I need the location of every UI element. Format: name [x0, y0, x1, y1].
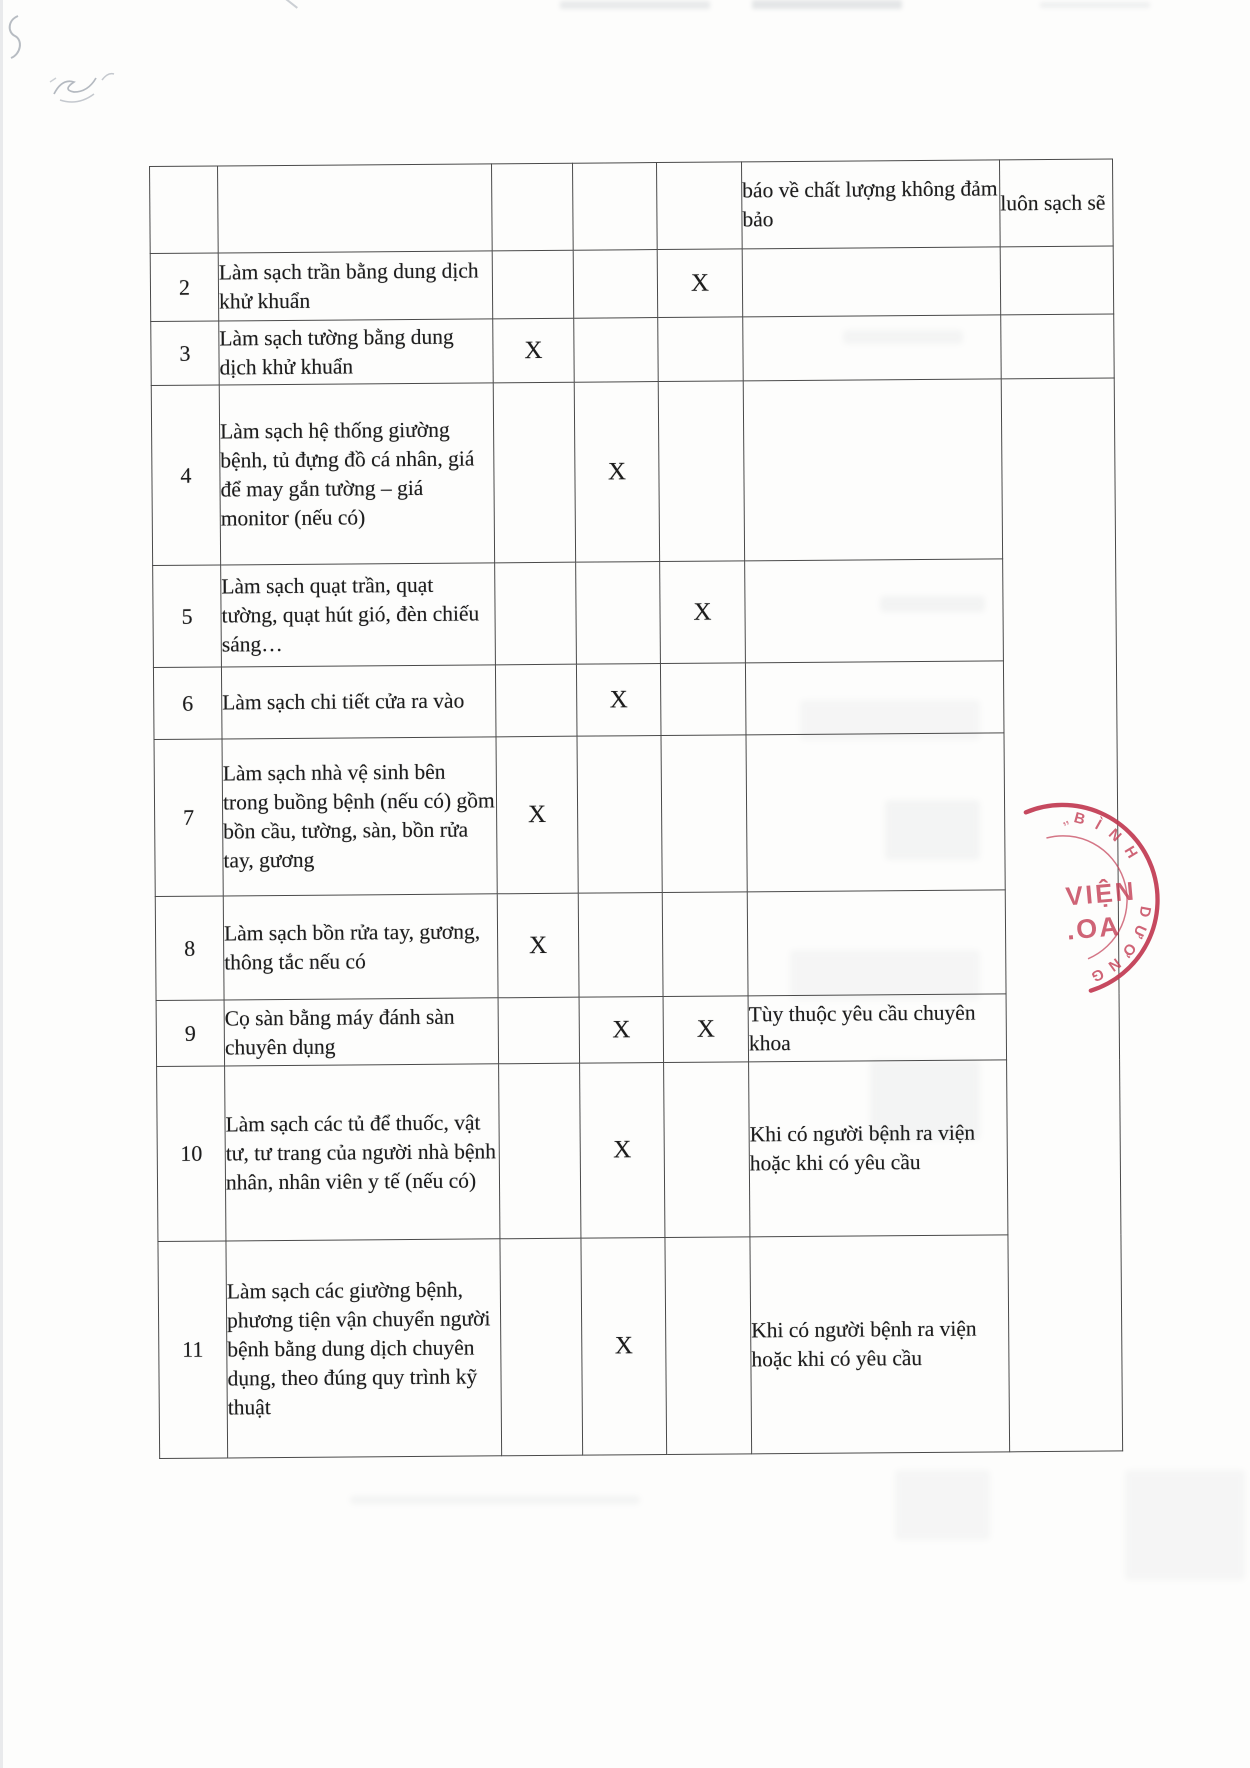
row-number-cell: [150, 166, 219, 254]
scan-artifact: [1040, 2, 1150, 8]
mark-cell-b: X: [581, 1238, 667, 1456]
mark-cell-b: X: [574, 382, 659, 563]
task-cell: Làm sạch trần bằng dung dịch khử khuẩn: [218, 251, 493, 321]
spare-column-cell: luôn sạch sẽ: [999, 159, 1113, 247]
mark-cell-c: [662, 892, 748, 997]
table-row: [157, 1059, 1121, 1242]
mark-cell-c: [665, 1237, 752, 1455]
mark-cell-b: [576, 562, 661, 665]
task-cell: Làm sạch chi tiết cửa ra vào: [221, 665, 496, 739]
row-number-cell: 10: [157, 1066, 226, 1242]
mark-cell-a: X: [496, 736, 578, 894]
mark-cell-c: [657, 162, 743, 250]
mark-cell-a: [492, 250, 574, 319]
row-number-cell: 7: [154, 739, 223, 897]
note-cell: [743, 379, 1002, 561]
row-number-cell: 3: [151, 321, 220, 386]
spare-column-cell: [1000, 246, 1114, 315]
table-row: [153, 558, 1117, 668]
row-number-cell: 4: [151, 385, 220, 566]
mark-cell-a: X: [493, 318, 575, 383]
stamp-text-line1: VIỆN: [1064, 875, 1138, 912]
task-cell: Làm sạch hệ thống giường bệnh, tủ đựng đồ cá nhân, giá để may gắn tường – giá monitor (nếu có): [219, 383, 494, 565]
row-number-cell: 6: [153, 667, 222, 740]
mark-cell-c: X: [660, 561, 746, 664]
table-row: [151, 378, 1115, 566]
mark-cell-b: X: [576, 664, 661, 737]
scan-artifact: [895, 1470, 990, 1540]
mark-cell-c: [661, 735, 747, 893]
stamp-arc-text-bottom: DƯƠNG: [1081, 904, 1155, 988]
mark-cell-a: [499, 1063, 581, 1239]
mark-cell-c: [664, 1062, 750, 1238]
mark-cell-a: [498, 997, 580, 1064]
mark-cell-b: [574, 318, 659, 383]
mark-cell-b: [573, 163, 658, 251]
scan-artifact: [284, 0, 298, 9]
scan-artifact: [560, 1, 710, 9]
row-number-cell: 8: [155, 896, 224, 1001]
note-cell: Tùy thuộc yêu cầu chuyên khoa: [748, 994, 1007, 1062]
mark-cell-a: [495, 562, 577, 665]
task-cell: Làm sạch các tủ để thuốc, vật tư, tư trang của người nhà bệnh nhân, nhân viên y tế (nếu có): [225, 1064, 500, 1241]
scan-artifact: [752, 0, 902, 9]
mark-cell-c: [658, 381, 744, 562]
row-number-cell: 11: [158, 1241, 228, 1459]
row-number-cell: 2: [150, 253, 219, 322]
task-cell: Làm sạch nhà vệ sinh bên trong buồng bệnh (nếu có) gồm bồn cầu, tường, sàn, bồn rửa tay, gương: [222, 737, 497, 896]
table-row: [150, 246, 1114, 322]
row-number-cell: 5: [153, 565, 222, 668]
mark-cell-a: [495, 664, 577, 737]
scan-artifact: [350, 1496, 640, 1504]
mark-cell-a: [492, 163, 574, 251]
spare-column-cell: [1001, 314, 1114, 379]
mark-cell-a: [500, 1238, 583, 1456]
task-cell: Làm sạch tường bằng dung dịch khử khuẩn: [219, 319, 493, 385]
mark-cell-c: X: [663, 996, 749, 1063]
mark-cell-b: [578, 893, 663, 998]
hospital-round-stamp: [922, 761, 1199, 1038]
note-cell: Khi có người bệnh ra viện hoặc khi có yêu cầu: [749, 1060, 1008, 1237]
task-cell: Làm sạch các giường bệnh, phương tiện vận chuyển người bệnh bằng dung dịch chuyên dụng, theo đúng quy trình kỹ thuật: [226, 1239, 502, 1458]
mark-cell-a: X: [497, 893, 579, 998]
mark-cell-c: X: [657, 249, 743, 318]
table-row: [158, 1234, 1123, 1459]
note-cell: [743, 315, 1001, 381]
table-row: [153, 660, 1117, 740]
mark-cell-b: [573, 250, 658, 319]
task-cell: Làm sạch quạt trần, quạt tường, quạt hút gió, đèn chiếu sáng…: [221, 563, 496, 667]
task-cell: Làm sạch bồn rửa tay, gương, thông tắc nếu có: [223, 894, 498, 1000]
mark-cell-b: [577, 736, 662, 894]
pencil-scribble: [2, 8, 152, 123]
mark-cell-a: [493, 382, 575, 563]
table-row-header-continuation: [150, 159, 1114, 254]
stamp-tick-marks: ’’: [1060, 817, 1074, 835]
note-cell: [742, 247, 1001, 317]
task-cell: [218, 164, 493, 253]
note-cell: Khi có người bệnh ra viện hoặc khi có yêu cầu: [750, 1235, 1010, 1454]
stamp-text-line2: .OA: [1065, 910, 1122, 946]
page-edge-shadow: [0, 0, 3, 1768]
mark-cell-c: [660, 663, 746, 736]
mark-cell-c: [658, 317, 744, 382]
note-cell: [745, 559, 1004, 663]
mark-cell-b: X: [579, 997, 664, 1064]
table-row: [151, 314, 1114, 386]
row-number-cell: 9: [156, 1000, 225, 1067]
note-cell: báo về chất lượng không đảm bảo: [741, 160, 1000, 249]
mark-cell-b: X: [580, 1063, 665, 1239]
note-cell: [745, 661, 1004, 735]
scan-artifact: [1125, 1470, 1245, 1580]
task-cell: Cọ sàn bằng máy đánh sàn chuyên dụng: [224, 998, 499, 1066]
stamp-arc-text-top: BÌNH: [1072, 809, 1147, 871]
